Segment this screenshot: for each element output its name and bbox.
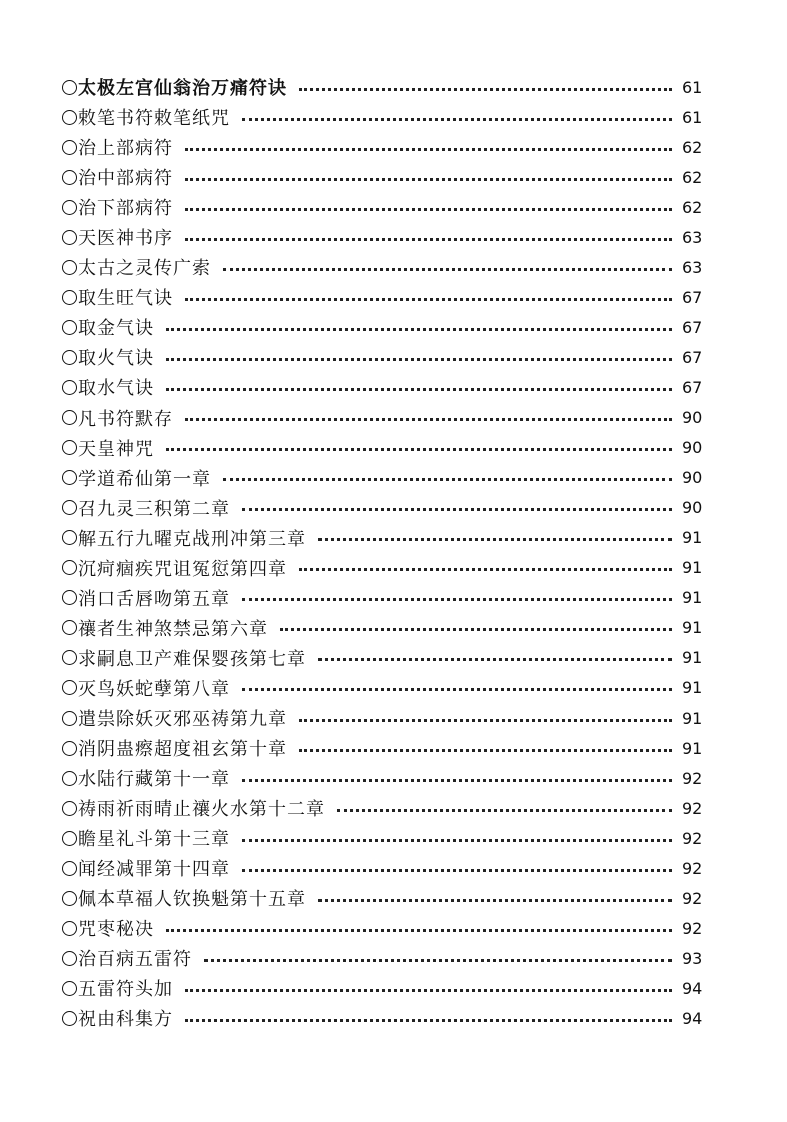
- toc-entry-title: 佩本草福人钦换魁第十五章: [78, 889, 306, 911]
- toc-entry-title: 祷雨祈雨晴止禳火水第十二章: [78, 799, 325, 821]
- toc-entry[interactable]: [62, 613, 712, 643]
- toc-entry-title: 五雷符头加: [78, 979, 173, 1001]
- circle-bullet-icon: [62, 711, 77, 726]
- circle-bullet-icon: [62, 650, 77, 665]
- toc-entry-title: 取金气诀: [78, 318, 154, 340]
- toc-entry-page-number: 67: [682, 317, 703, 337]
- toc-entry-title: 解五行九曜克战刑冲第三章: [78, 528, 306, 550]
- circle-bullet-icon: [62, 470, 77, 485]
- toc-entry-title: 敕笔书符敕笔纸咒: [78, 108, 230, 130]
- table-of-contents: [62, 72, 712, 1034]
- dot-leader: [185, 238, 672, 241]
- toc-entry-title: 灭鸟妖蛇孽第八章: [78, 678, 230, 700]
- toc-entry-page-number: 62: [682, 137, 703, 157]
- toc-entry-page-number: 92: [682, 768, 703, 788]
- toc-entry-page-number: 61: [682, 77, 703, 97]
- dot-leader: [185, 148, 672, 151]
- circle-bullet-icon: [62, 110, 77, 125]
- circle-bullet-icon: [62, 350, 77, 365]
- toc-entry[interactable]: [62, 1003, 712, 1033]
- toc-entry-title: 凡书符默存: [78, 408, 173, 430]
- toc-entry-page-number: 91: [682, 678, 703, 698]
- toc-entry-page-number: 62: [682, 197, 703, 217]
- toc-entry[interactable]: [62, 853, 712, 883]
- toc-entry-title: 禳者生神煞禁忌第六章: [78, 618, 268, 640]
- dot-leader: [166, 358, 672, 361]
- toc-entry[interactable]: [62, 733, 712, 763]
- dot-leader: [185, 178, 672, 181]
- toc-entry-page-number: 92: [682, 828, 703, 848]
- toc-entry-title: 遣祟除妖灭邪巫祷第九章: [78, 709, 287, 730]
- toc-entry[interactable]: [62, 192, 712, 222]
- circle-bullet-icon: [62, 951, 77, 966]
- toc-entry-title: 治上部病符: [78, 138, 173, 160]
- dot-leader: [185, 418, 672, 421]
- toc-entry-page-number: 90: [682, 498, 703, 518]
- dot-leader: [166, 448, 672, 451]
- toc-entry-page-number: 62: [682, 167, 703, 187]
- toc-entry-title: 闻经减罪第十四章: [78, 859, 230, 881]
- toc-entry[interactable]: [62, 372, 712, 402]
- dot-leader: [166, 388, 672, 391]
- circle-bullet-icon: [62, 1011, 77, 1026]
- toc-entry[interactable]: [62, 493, 712, 523]
- toc-entry[interactable]: [62, 162, 712, 192]
- toc-entry-title: 天皇神咒: [78, 438, 154, 460]
- dot-leader: [318, 658, 672, 661]
- toc-entry[interactable]: [62, 883, 712, 913]
- dot-leader: [242, 779, 672, 782]
- toc-entry[interactable]: [62, 312, 712, 342]
- dot-leader: [223, 268, 672, 271]
- circle-bullet-icon: [62, 140, 77, 155]
- toc-entry-title: 水陆行藏第十一章: [78, 769, 230, 791]
- toc-entry-title: 瞻星礼斗第十三章: [78, 829, 230, 851]
- dot-leader: [299, 719, 672, 722]
- toc-entry[interactable]: [62, 973, 712, 1003]
- toc-entry-title: 取生旺气诀: [78, 288, 173, 310]
- circle-bullet-icon: [62, 260, 77, 275]
- toc-entry-title: 消口舌唇吻第五章: [78, 588, 230, 610]
- toc-entry-title: 取水气诀: [78, 378, 154, 400]
- toc-entry-title: 治百病五雷符: [78, 949, 192, 971]
- toc-entry-page-number: 92: [682, 858, 703, 878]
- dot-leader: [242, 869, 672, 872]
- toc-entry-title: 取火气诀: [78, 348, 154, 370]
- toc-entry-title: 咒枣秘决: [78, 919, 154, 941]
- toc-entry-title: 求嗣息卫产难保婴孩第七章: [78, 648, 306, 670]
- toc-entry[interactable]: [62, 763, 712, 793]
- toc-entry-page-number: 67: [682, 287, 703, 307]
- toc-entry[interactable]: [62, 643, 712, 673]
- toc-entry[interactable]: [62, 583, 712, 613]
- dot-leader: [299, 568, 672, 571]
- toc-entry-title: 治中部病符: [78, 168, 173, 190]
- circle-bullet-icon: [62, 620, 77, 635]
- circle-bullet-icon: [62, 320, 77, 335]
- dot-leader: [185, 1019, 672, 1022]
- toc-entry[interactable]: [62, 553, 712, 583]
- toc-entry-page-number: 63: [682, 227, 703, 247]
- toc-entry-title: 召九灵三积第二章: [78, 498, 230, 520]
- circle-bullet-icon: [62, 831, 77, 846]
- circle-bullet-icon: [62, 80, 77, 95]
- toc-entry-page-number: 90: [682, 438, 703, 458]
- toc-entry-page-number: 91: [682, 648, 703, 668]
- dot-leader: [242, 688, 672, 691]
- circle-bullet-icon: [62, 440, 77, 455]
- toc-entry[interactable]: [62, 823, 712, 853]
- toc-entry-title: 祝由科集方: [78, 1009, 173, 1031]
- toc-entry[interactable]: [62, 673, 712, 703]
- toc-entry-page-number: 67: [682, 347, 703, 367]
- toc-entry-page-number: 63: [682, 257, 703, 277]
- toc-entry-page-number: 61: [682, 107, 703, 127]
- toc-entry[interactable]: [62, 463, 712, 493]
- toc-entry[interactable]: [62, 342, 712, 372]
- circle-bullet-icon: [62, 680, 77, 695]
- circle-bullet-icon: [62, 861, 77, 876]
- dot-leader: [242, 839, 672, 842]
- toc-entry[interactable]: [62, 793, 712, 823]
- toc-entry-page-number: 94: [682, 1008, 703, 1028]
- circle-bullet-icon: [62, 921, 77, 936]
- circle-bullet-icon: [62, 891, 77, 906]
- dot-leader: [337, 809, 672, 812]
- dot-leader: [280, 628, 672, 631]
- toc-entry-title: 天医神书序: [78, 228, 173, 250]
- circle-bullet-icon: [62, 380, 77, 395]
- toc-entry-title: 沉疴痼疾咒诅冤愆第四章: [78, 558, 287, 580]
- toc-entry[interactable]: [62, 403, 712, 433]
- circle-bullet-icon: [62, 200, 77, 215]
- toc-entry[interactable]: [62, 282, 712, 312]
- toc-entry[interactable]: [62, 72, 712, 102]
- dot-leader: [242, 118, 672, 121]
- toc-entry-page-number: 90: [682, 408, 703, 428]
- toc-entry-page-number: 92: [682, 918, 703, 938]
- toc-entry[interactable]: [62, 132, 712, 162]
- dot-leader: [318, 899, 672, 902]
- circle-bullet-icon: [62, 230, 77, 245]
- toc-entry-page-number: 92: [682, 888, 703, 908]
- dot-leader: [299, 749, 672, 752]
- dot-leader: [242, 598, 672, 601]
- toc-entry[interactable]: [62, 523, 712, 553]
- toc-entry-page-number: 94: [682, 978, 703, 998]
- toc-entry-page-number: 91: [682, 618, 703, 638]
- circle-bullet-icon: [62, 500, 77, 515]
- toc-entry[interactable]: [62, 703, 712, 733]
- dot-leader: [185, 298, 672, 301]
- toc-entry[interactable]: [62, 222, 712, 252]
- dot-leader: [185, 208, 672, 211]
- toc-entry[interactable]: [62, 102, 712, 132]
- circle-bullet-icon: [62, 170, 77, 185]
- toc-entry-title: 太古之灵传广索: [78, 258, 211, 280]
- circle-bullet-icon: [62, 410, 77, 425]
- dot-leader: [318, 538, 672, 541]
- circle-bullet-icon: [62, 741, 77, 756]
- circle-bullet-icon: [62, 560, 77, 575]
- toc-entry-title: 治下部病符: [78, 198, 173, 220]
- circle-bullet-icon: [62, 590, 77, 605]
- circle-bullet-icon: [62, 801, 77, 816]
- toc-entry-title: 消阴蛊瘵超度祖玄第十章: [78, 739, 287, 761]
- toc-entry-title: 学道希仙第一章: [78, 468, 211, 490]
- dot-leader: [166, 328, 672, 331]
- toc-entry-title: 太极左宫仙翁治万痛符诀: [78, 78, 287, 100]
- circle-bullet-icon: [62, 290, 77, 305]
- circle-bullet-icon: [62, 771, 77, 786]
- dot-leader: [204, 959, 672, 962]
- dot-leader: [223, 478, 672, 481]
- dot-leader: [242, 508, 672, 511]
- circle-bullet-icon: [62, 981, 77, 996]
- dot-leader: [166, 929, 672, 932]
- toc-entry-page-number: 67: [682, 377, 703, 397]
- dot-leader: [299, 88, 672, 91]
- toc-entry-page-number: 90: [682, 468, 703, 488]
- toc-entry-page-number: 91: [682, 558, 703, 578]
- toc-entry-page-number: 91: [682, 528, 703, 548]
- toc-entry-page-number: 91: [682, 708, 703, 728]
- circle-bullet-icon: [62, 530, 77, 545]
- toc-entry-page-number: 91: [682, 738, 703, 758]
- toc-entry[interactable]: [62, 943, 712, 973]
- toc-entry[interactable]: [62, 913, 712, 943]
- toc-entry[interactable]: [62, 252, 712, 282]
- dot-leader: [185, 989, 672, 992]
- toc-entry-page-number: 92: [682, 798, 703, 818]
- toc-entry-page-number: 91: [682, 588, 703, 608]
- toc-entry-page-number: 93: [682, 948, 703, 968]
- toc-entry[interactable]: [62, 433, 712, 463]
